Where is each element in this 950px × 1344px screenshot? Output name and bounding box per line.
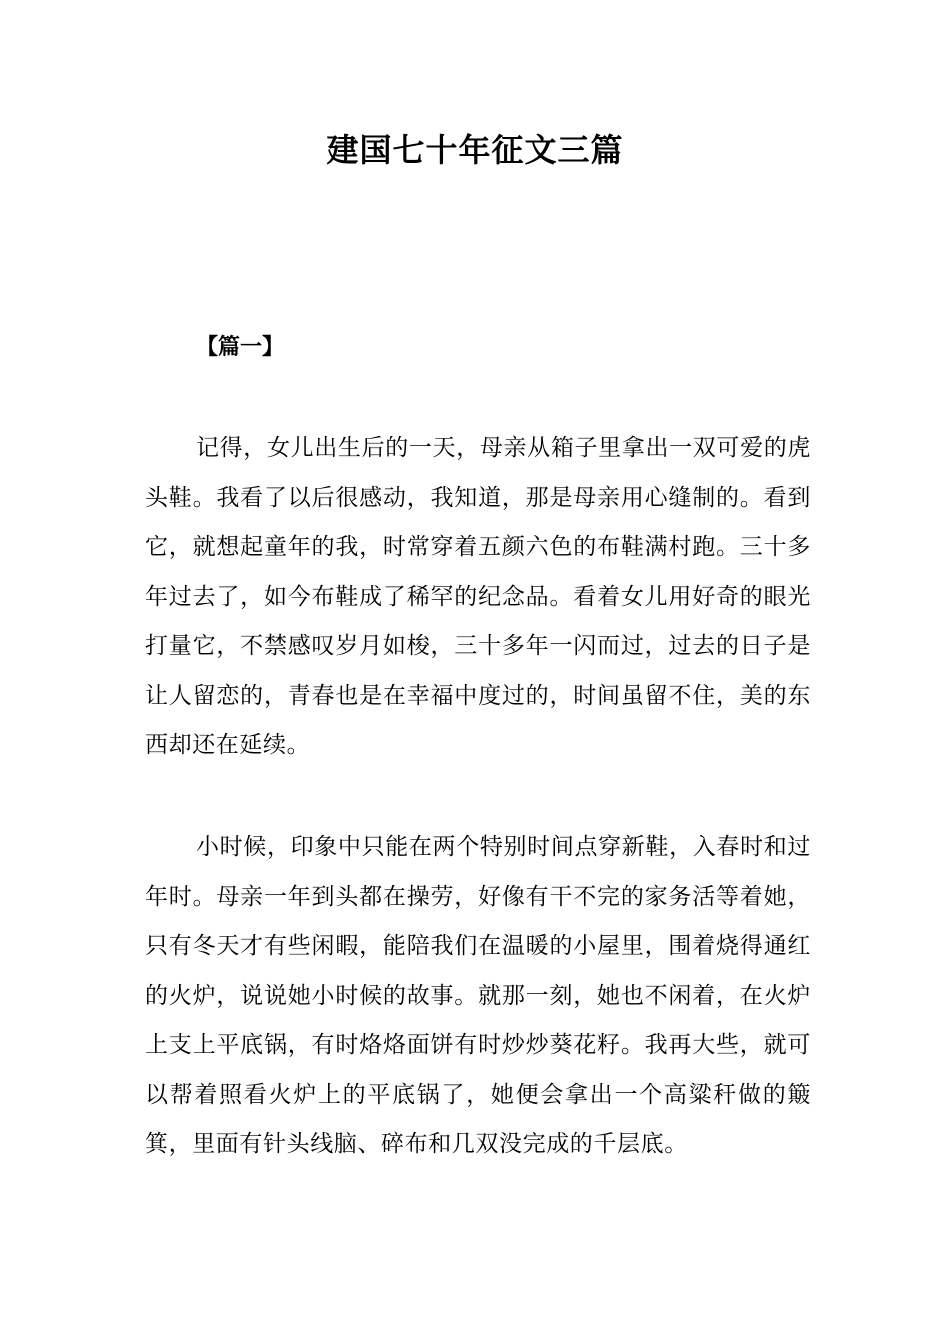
paragraph-1: 记得，女儿出生后的一天，母亲从箱子里拿出一双可爱的虎头鞋。我看了以后很感动，我知道，那是母亲用心缝制的。看到它，就想起童年的我，时常穿着五颜六色的布鞋满村跑。三十多年过去了，如今布鞋成了稀罕的纪念品。看着女儿用好奇的眼光打量它，不禁感叹岁月如梭，三十多年一闪而过，过去的日子是让人留恋的，青春也是在幸福中度过的，时间虽留不住，美的东西却还在延续。	[145, 435, 811, 758]
paragraph-2: 小时候，印象中只能在两个特别时间点穿新鞋，入春时和过年时。母亲一年到头都在操劳，好像有干不完的家务活等着她，只有冬天才有些闲暇，能陪我们在温暖的小屋里，围着烧得通红的火炉，说说她小时候的故事。就那一刻，她也不闲着，在火炉上支上平底锅，有时烙烙面饼有时炒炒葵花籽。我再大些，就可以帮着照看火炉上的平底锅了，她便会拿出一个高粱秆做的簸箕，里面有针头线脑、碎布和几双没完成的千层底。	[145, 834, 811, 1157]
section-heading: 【篇一】	[196, 335, 285, 360]
document-title: 建国七十年征文三篇	[326, 131, 624, 169]
